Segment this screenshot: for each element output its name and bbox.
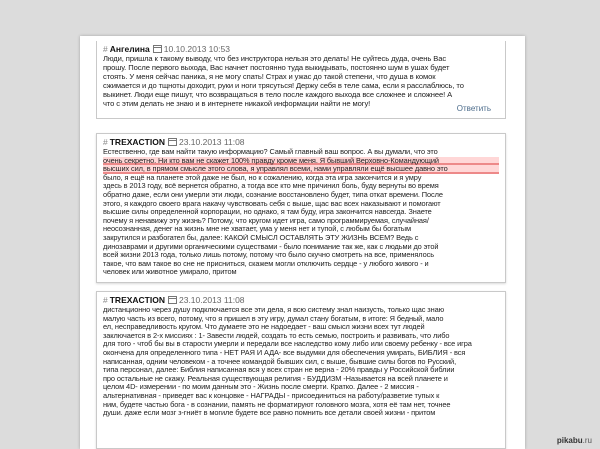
comment-line: для того - чтоб бы вы в старости умерли и передали все наследство кому либо или своему ребенку - все игра	[103, 340, 472, 349]
comment-line: высшие силы определенной корпорации, но однако, я там буду, игра закончится навсегда. Знаете	[103, 208, 432, 217]
credit-tld: .ru	[582, 436, 592, 445]
comment-line: Естественно, где вам найти такую информацию? Самый главный ваш вопрос. А вы думали, что это	[103, 148, 438, 156]
hash-icon: #	[103, 295, 108, 305]
comment-line: ел, несправедливость кругом. Что думаете это не надоедает - ваш смысл жизни всех тут людей	[103, 323, 425, 332]
comment-line: здесь в 2013 году, всё вернется обратно, а тогда все кто мне причинил боль, буду вернуты во время	[103, 182, 439, 191]
comment-line: обратно даже, если они умерли эти люди, сознание восстановлено будет, типа откат времени. После	[103, 190, 443, 199]
hash-icon: #	[103, 137, 108, 147]
comment-line: прошу. После первого выхода, Вас начнет постоянно туда выкидывать, постоянно шум в ушах будет	[103, 63, 450, 72]
comment-date: 23.10.2013 11:08	[178, 295, 245, 305]
comment-line: неосознанная, денег на жизнь мне не хватает, ума у меня нет и тупой, с любым бы богатым	[103, 225, 411, 234]
comment-line: почему я ненавижу эту жизнь? Потому, что кругом идет игра, само программируемая, случайная/	[103, 216, 429, 225]
comment-line: целом 4D- измерении - по моим данным это - Жизнь после смерти. Кратко. Далее - 2 миссия -	[103, 383, 419, 392]
credit-site: pikabu	[556, 436, 583, 445]
calendar-icon	[153, 45, 162, 53]
comment-line: было, я ещё на планете этой даже не был, но к сожалению, когда эта игра закончится и я умру	[103, 173, 422, 182]
comment-line: про остальные не скажу. Реальная существующая религия - БУДДИЗМ -Называется на всей планете и	[103, 374, 448, 383]
comment-line: Люди, пришла к такому выводу, что без инструктора нельзя это делать! Не суйтесь дуда, очень Вас	[103, 55, 447, 63]
comment-body	[103, 148, 499, 277]
comment-line: малую часть из всего, потому, что я пришел в эту игру, думал стану богатым, в итоге: Я бедный, мало	[103, 314, 444, 323]
reply-link[interactable]: Ответить	[456, 104, 491, 113]
comment-line: всей жизни 2013 года, только лишь потому, потому что было скучно смотреть на все, применялось	[103, 251, 434, 260]
comment-body	[103, 55, 499, 108]
comment-line: сжимается и до тщноты доходит, руки и ноги трясуться! Держу себя в теле сама, если я расслаблюсь, то	[103, 81, 464, 90]
comment-line: дистанционно через душу подключается все эти дела, я всю систему знал наизусть, только щас знаю	[103, 306, 445, 314]
comment-date: 23.10.2013 11:08	[178, 137, 245, 147]
comment-3	[96, 291, 506, 449]
comment-line: альтернативная - приведет вас к концовке - НАГРАДЫ - присоединиться на работу/разветие тупых к	[103, 391, 440, 400]
comment-line: выкинет. Люди еще пишут, что возвращаться в тело после каждого выхода все сложнее и сложнее! А	[103, 90, 453, 99]
comment-line: закрутился и разбогател бы, далее: КАКОЙ СМЫСЛ ОСТАВЛЯТЬ ЭТУ ЖИЗНЬ ВСЕМ? Ведь с	[103, 233, 419, 242]
comment-author[interactable]: TREXACTION	[109, 137, 165, 147]
comment-line: написанная, одним человеком - а точнее командой бывших сил, с выше, бывшие силы богов по Русский,	[103, 357, 457, 366]
comment-header	[103, 44, 499, 55]
hash-icon: #	[103, 44, 108, 54]
comment-line: стоять. У меня сейчас паника, я не могу спать! Страх и ужас до такой степени, что душа в комок	[103, 72, 436, 81]
comment-line: такое, что вам такое во сне не присниться, скажем могли отключить сердце - у любого живого - и	[103, 259, 429, 268]
comment-line: заключается в 2-х миссиях : 1- Завести людей, создать то есть семью, построить и развивать, что либо	[103, 331, 450, 340]
calendar-icon	[168, 138, 177, 146]
comment-line: высших сил, в прямом смысле этого слова, я управлял всеми, нами управляли ещё высшее давно это	[103, 165, 499, 174]
comment-line: окончена для определенного типа - НЕТ РАЯ И АДА- все выдумки для обеспечения умирать, БИБЛИЯ - вся	[103, 348, 466, 357]
comment-author[interactable]: TREXACTION	[109, 295, 165, 305]
comment-author[interactable]: Ангелина	[109, 44, 150, 54]
comment-2	[96, 133, 506, 283]
comment-line: ним, будете частью бога - в сознании, память не форматируют головного мозга, хотя её там нет, точнее	[103, 400, 451, 409]
pikabu-watermark	[557, 436, 592, 445]
calendar-icon	[168, 296, 177, 304]
comment-header	[103, 137, 499, 148]
comment-line: динозаврами и другими органическими существами - было понимание так же, как с людьми до этой	[103, 242, 439, 251]
comment-line: что с этим делать не знаю и в интернете никакой информации найти не могу!	[103, 99, 371, 108]
comment-date: 10.10.2013 10:53	[163, 44, 230, 54]
comment-line: очень секретно. Ни кто вам не скажет 100% правду кроме меня. Я бывший Верховно-Командующий	[103, 157, 499, 166]
comment-line: этого, я каждого своего врага накачу чувствовать себя с выше, щас вас всех наказывают и помогают	[103, 199, 441, 208]
comment-1	[96, 41, 506, 119]
comment-line: типа персонал, далее: Библия написанная вся у всех стран не верна - 20% правды у Российской библии	[103, 366, 455, 375]
comment-body	[103, 306, 499, 418]
comment-line: души. даже если мозг з-гниёт в могиле будете все равно помнить все детали своей жизни - притом	[103, 409, 436, 418]
comment-header	[103, 295, 499, 306]
comment-line: человек или животное умирало, притом	[103, 268, 237, 277]
